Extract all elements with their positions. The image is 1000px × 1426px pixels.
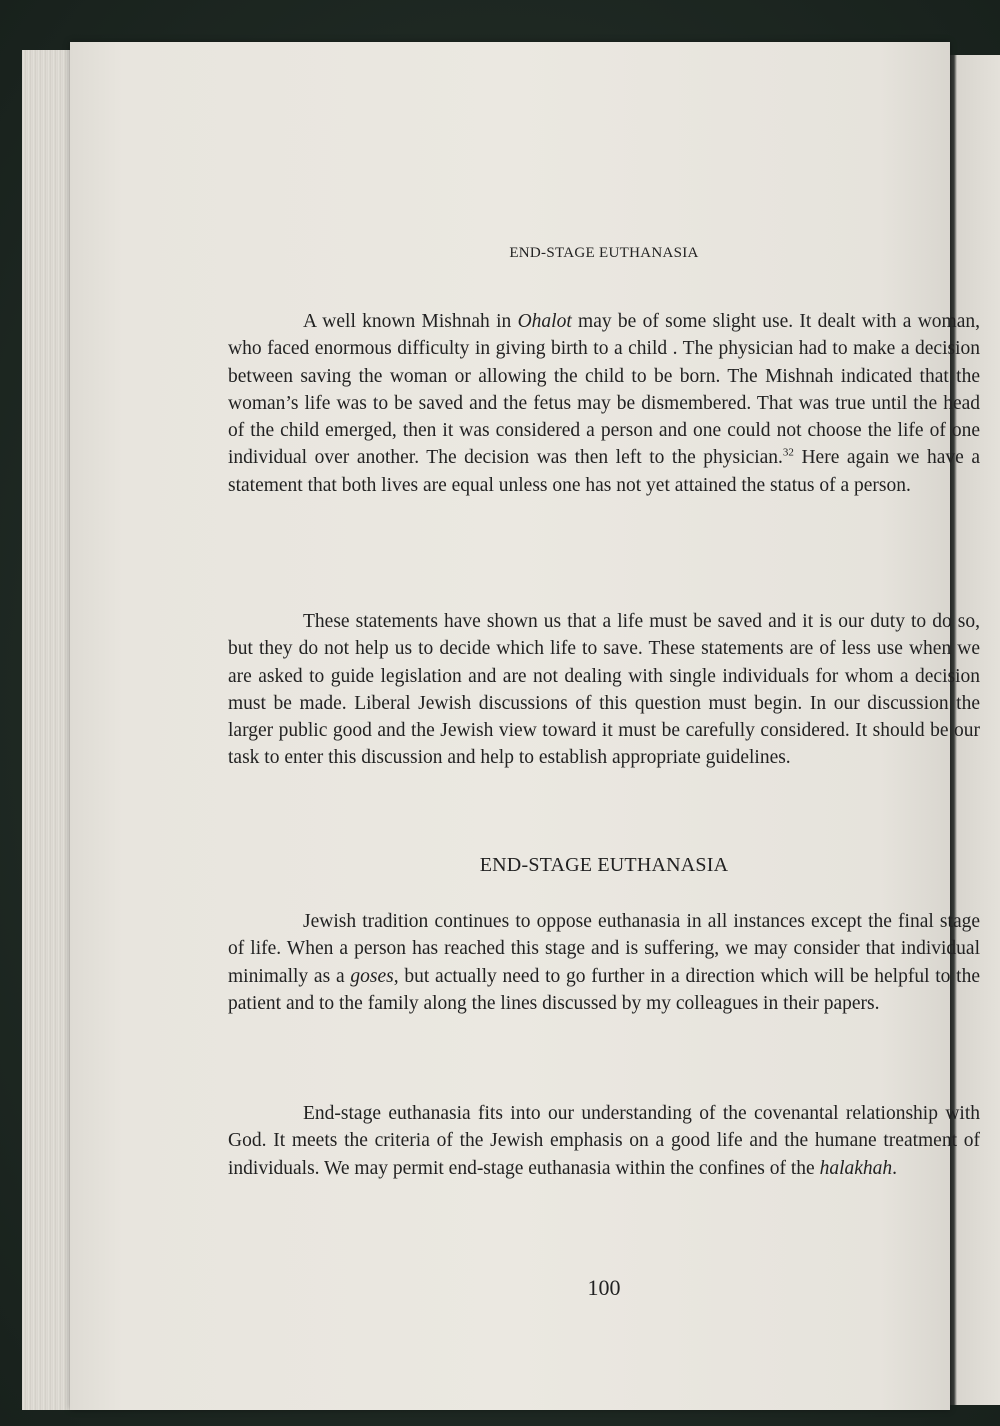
paragraph-text: Jewish tradition continues to oppose euthanasia in all instances except the final stage of life. When a person has reached this stage and is suffering, we may consider that individual minimally as a [228,911,980,987]
paragraph-text: . [892,1157,898,1179]
paragraph-ohalot [228,308,980,499]
running-head: END-STAGE EUTHANASIA [509,245,699,261]
paragraph-statements: These statements have shown us that a life must be saved and it is our duty to do so, but they do not help us to decide which life to save. These statements are of less use when we are asked to guide legislation and are not dealing with single individuals for whom a decision must be made. Liberal Jewish discussions of this question must begin. In our discussion the larger public good and the Jewish view toward it must be carefully considered. It should be our task to enter this discussion and help to establish appropriate guidelines. [228,611,980,769]
paragraph-text: End-stage euthanasia fits into our understanding of the covenantal relationship with God. It meets the criteria of the Jewish emphasis on a good life and the humane treatment of individuals. We may permit end-stage euthanasia within the confines of the [228,1103,980,1179]
footnote-marker: 32 [782,446,794,459]
italic-term: Ohalot [517,311,572,332]
paragraph-text: Here again we have a statement that both lives are equal unless one has not yet attained the status of a person. [228,447,980,496]
italic-term: halakhah [819,1157,893,1179]
paragraph-text: may be of some slight use. It dealt with a woman, who faced enormous difficulty in giving birth to a child . The physician had to make a decision between saving the woman or allowing the child to be born. The Mishnah indicated that the woman’s life was to be saved and the fetus may be dismembered. That was true until the head of the child emerged, then it was considered a person and one could not choose the life of one individual over another. The decision was then left to the physician. [228,311,980,469]
paragraph-jewish-tradition [228,908,980,1017]
page-number: 100 [587,1275,621,1300]
paragraph-text: , but actually need to go further in a direction which will be helpful to the patient and to the family along the lines discussed by my colleagues in their papers. [228,965,981,1014]
paragraph-covenantal [228,1100,980,1182]
italic-term: goses [350,965,394,987]
book-page [70,42,981,1410]
section-heading: END-STAGE EUTHANASIA [479,854,729,876]
paragraph-text: A well known Mishnah in [303,311,518,332]
